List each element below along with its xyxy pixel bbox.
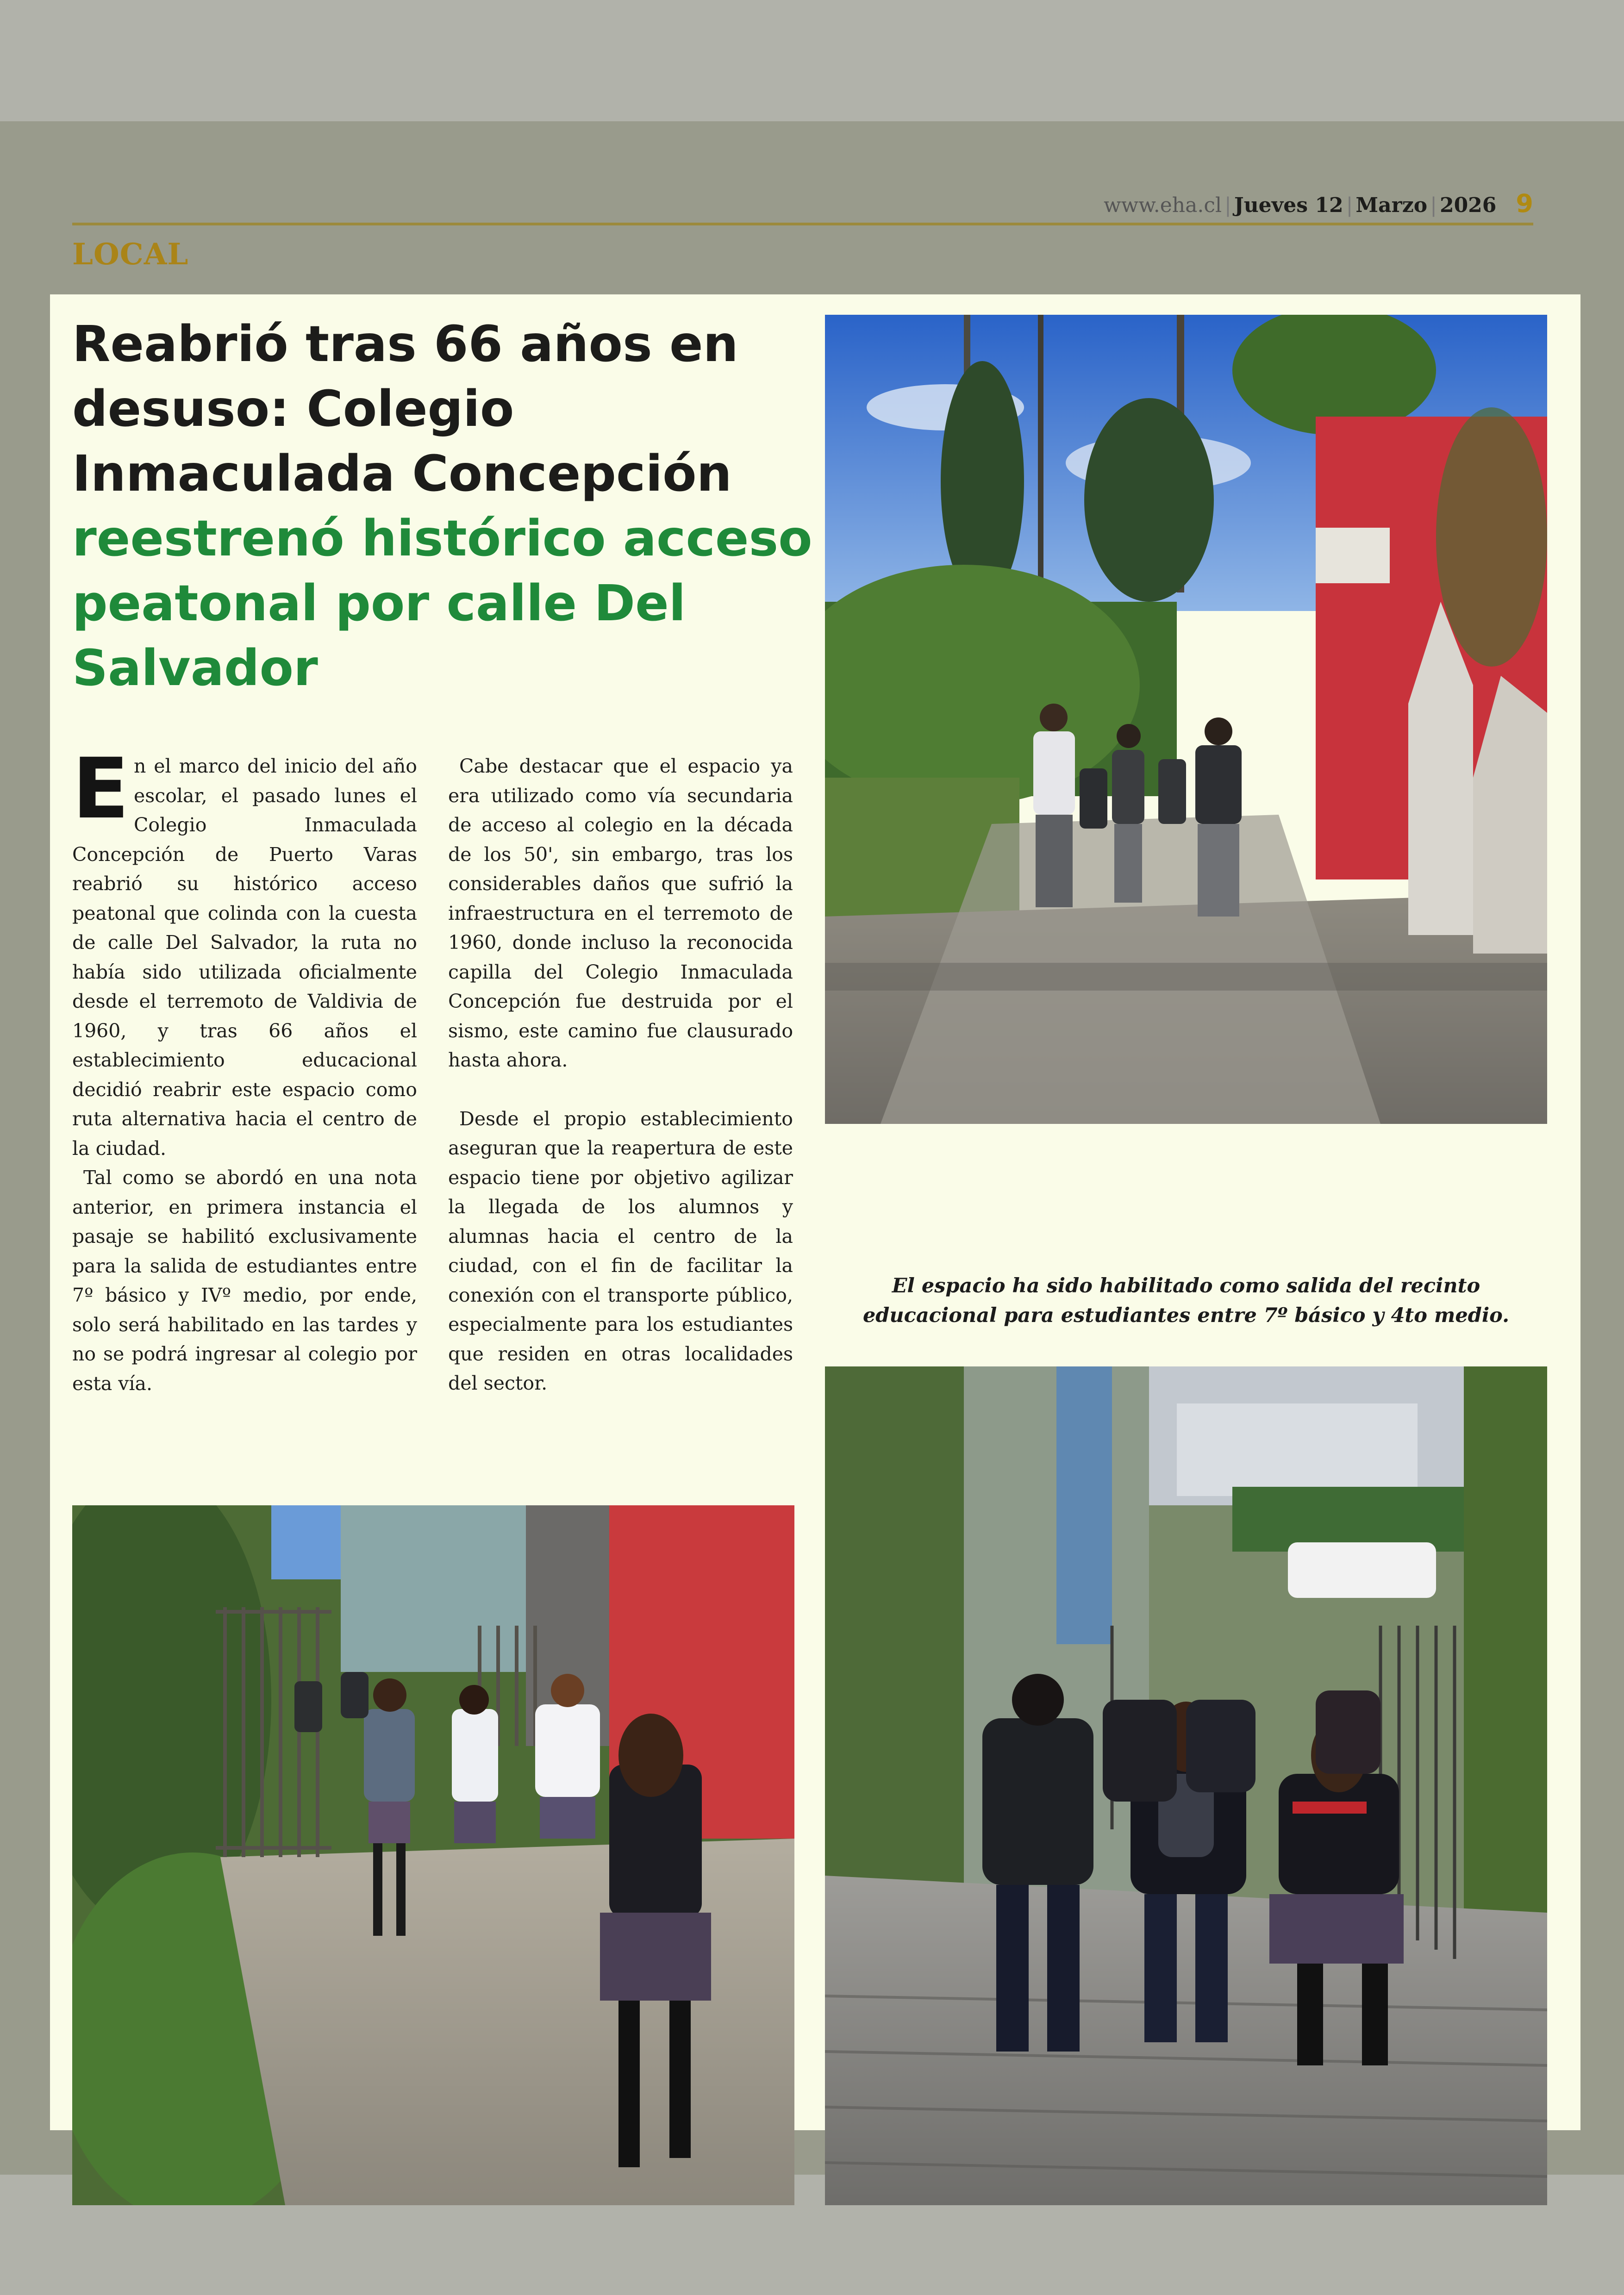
article-column-1 — [72, 741, 417, 1398]
page-number: 9 — [1516, 189, 1533, 218]
photo-schoolgirls-gate — [72, 1505, 794, 2205]
issue-day: Jueves 12 — [1234, 193, 1343, 217]
article-column-2 — [448, 752, 793, 1398]
photo-students-walking-path — [825, 315, 1547, 1124]
drop-cap: E — [72, 741, 129, 837]
newspaper-page — [0, 121, 1624, 2175]
paragraph — [72, 741, 417, 1163]
issue-month: Marzo — [1355, 193, 1428, 217]
paragraph-text: n el marco del inicio del año escolar, el pasado lunes el Colegio Inmaculada Concepción de Puerto Varas reabrió su histórico acceso peatonal que colinda con la cuesta de calle Del Salvador, la ruta no había sido utilizada oficialmente desde el terremoto de Valdivia de 1960, y tras 66 años el establecimiento educacional decidió reabrir este espacio como ruta alternativa hacia el centro de la ciudad. — [72, 755, 417, 1160]
article-panel — [50, 294, 1580, 2130]
site-url[interactable]: www.eha.cl — [1103, 193, 1222, 217]
headline-part2: reestrenó histórico acceso peatonal por calle Del Salvador — [72, 510, 812, 697]
paragraph: Desde el propio establecimiento aseguran que la reapertura de este espacio tiene por objetivo agilizar la llegada de los alumnos y alumnas hacia el centro de la ciudad, con el fin de facilitar la conexión con el transporte público, especialmente para los estudiantes que residen en otras localidades del sector. — [448, 1107, 793, 1394]
issue-year: 2026 — [1439, 193, 1497, 217]
headline — [72, 312, 822, 701]
header-meta: www.eha.cl | Jueves 12 | Marzo | 2026 9 — [1103, 189, 1533, 218]
header-rule — [72, 223, 1533, 225]
headline-part1: Reabrió tras 66 años en desuso: Colegio Inmaculada Concepción — [72, 316, 738, 503]
section-label: LOCAL — [72, 237, 189, 272]
photo-caption: El espacio ha sido habilitado como salida del recinto educacional para estudiantes entre 7º básico y 4to medio. — [862, 1274, 1510, 1327]
photo-students-steps — [825, 1366, 1547, 2205]
paragraph: Tal como se abordó en una nota anterior, en primera instancia el pasaje se habilitó exclusivamente para la salida de estudiantes entre 7º básico y IVº medio, por ende, solo será habilitado en las tardes y no se podrá ingresar al colegio por esta vía. — [72, 1166, 417, 1395]
paragraph: Cabe destacar que el espacio ya era utilizado como vía secundaria de acceso al colegio en la década de los 50', sin embargo, tras los considerables daños que sufrió la infraestructura en el terremoto de 1960, donde incluso la reconocida capilla del Colegio Inmaculada Concepción fue destruida por el sismo, este camino fue clausurado hasta ahora. — [448, 755, 793, 1071]
